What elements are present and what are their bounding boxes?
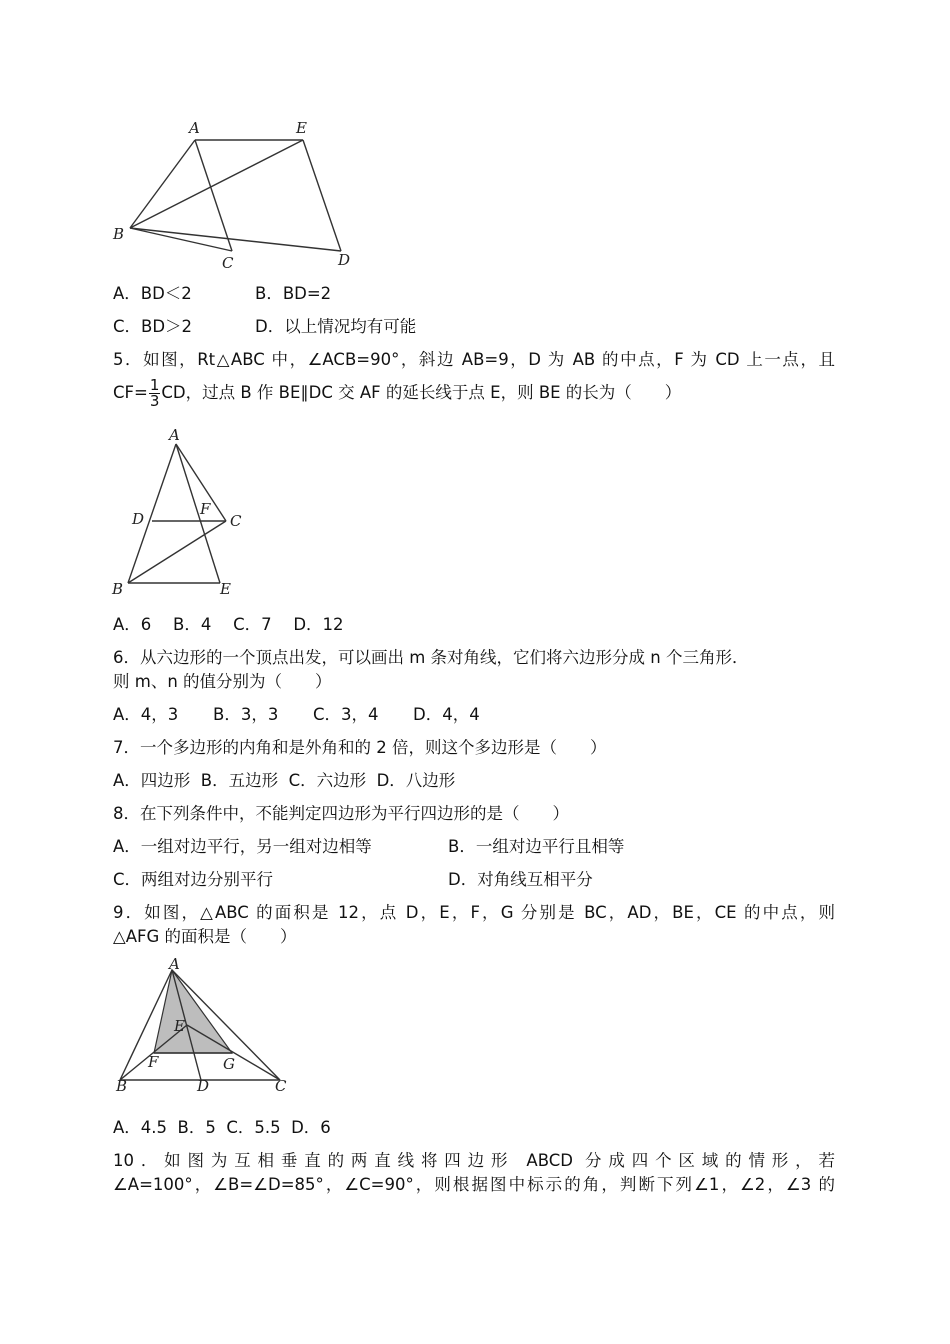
q9-stem-line2: △AFG 的面积是（ ） xyxy=(113,927,297,946)
q4-label-c: C xyxy=(222,254,234,272)
q5-label-a: A xyxy=(169,426,180,444)
q6-stem-line2: 则 m、n 的值分别为（ ） xyxy=(113,672,332,691)
q8-option-d: D．对角线互相平分 xyxy=(448,870,593,889)
q5-label-b: B xyxy=(112,580,124,598)
q5-cf-label: CF= xyxy=(113,383,148,402)
q5-figure xyxy=(108,424,258,599)
q6-option-d: D．4，4 xyxy=(413,705,480,724)
q9-label-e: E xyxy=(174,1017,185,1035)
q7-options: A．四边形 B．五边形 C．六边形 D．八边形 xyxy=(113,771,456,790)
q9-label-d: D xyxy=(197,1077,210,1095)
q4-option-a: A．BD＜2 xyxy=(113,284,192,303)
q5-label-d: D xyxy=(132,510,145,528)
q6-option-c: C．3，4 xyxy=(313,705,379,724)
q9-options: A．4.5 B．5 C．5.5 D．6 xyxy=(113,1118,331,1137)
q5-label-c: C xyxy=(230,512,242,530)
q5-label-f: F xyxy=(200,500,211,518)
q8-option-c: C．两组对边分别平行 xyxy=(113,870,274,889)
q9-figure xyxy=(108,955,298,1095)
q6-option-a: A．4，3 xyxy=(113,705,179,724)
q5-fraction-numerator: 1 xyxy=(149,376,160,394)
q5-options: A．6 B．4 C．7 D．12 xyxy=(113,615,344,634)
q5-stem-rest: CD，过点 B 作 BE∥DC 交 AF 的延长线于点 E，则 BE 的长为（ ） xyxy=(161,383,682,402)
q4-option-c: C．BD＞2 xyxy=(113,317,193,336)
q9-label-b: B xyxy=(116,1077,128,1095)
q10-stem-line1: 10．如图为互相垂直的两直线将四边形 ABCD 分成四个区域的情形，若 xyxy=(113,1151,835,1170)
q7-stem: 7．一个多边形的内角和是外角和的 2 倍，则这个多边形是（ ） xyxy=(113,738,607,757)
q8-option-b: B．一组对边平行且相等 xyxy=(448,837,625,856)
q5-stem-line2 xyxy=(113,378,681,409)
q9-label-g: G xyxy=(223,1055,235,1073)
q4-label-a: A xyxy=(189,119,200,137)
q4-label-d: D xyxy=(338,251,351,269)
q9-label-c: C xyxy=(275,1077,287,1095)
q6-stem-line1: 6．从六边形的一个顶点出发，可以画出 m 条对角线，它们将六边形分成 n 个三角形． xyxy=(113,648,749,667)
q8-stem: 8．在下列条件中，不能判定四边形为平行四边形的是（ ） xyxy=(113,804,569,823)
q4-label-e: E xyxy=(296,119,307,137)
q9-label-a: A xyxy=(169,955,180,973)
q5-fraction xyxy=(149,378,161,409)
q9-stem-line1: 9．如图，△ABC 的面积是 12，点 D，E，F，G 分别是 BC，AD，BE，CE 的中点，则 xyxy=(113,903,835,922)
q4-figure xyxy=(108,118,358,273)
q5-label-e: E xyxy=(220,580,231,598)
q10-stem-line2: ∠A=100°，∠B=∠D=85°，∠C=90°，则根据图中标示的角，判断下列∠1，∠2，∠3 的 xyxy=(113,1175,835,1194)
q5-fraction-denominator: 3 xyxy=(149,392,160,410)
q9-label-f: F xyxy=(148,1053,159,1071)
q4-label-b: B xyxy=(113,225,125,243)
q5-stem-line1: 5．如图，Rt△ABC 中，∠ACB=90°，斜边 AB=9，D 为 AB 的中点，F 为 CD 上一点，且 xyxy=(113,350,835,369)
q6-option-b: B．3，3 xyxy=(213,705,279,724)
q4-option-b: B．BD=2 xyxy=(255,284,332,303)
q4-option-d: D．以上情况均有可能 xyxy=(255,317,417,336)
q8-option-a: A．一组对边平行，另一组对边相等 xyxy=(113,837,372,856)
